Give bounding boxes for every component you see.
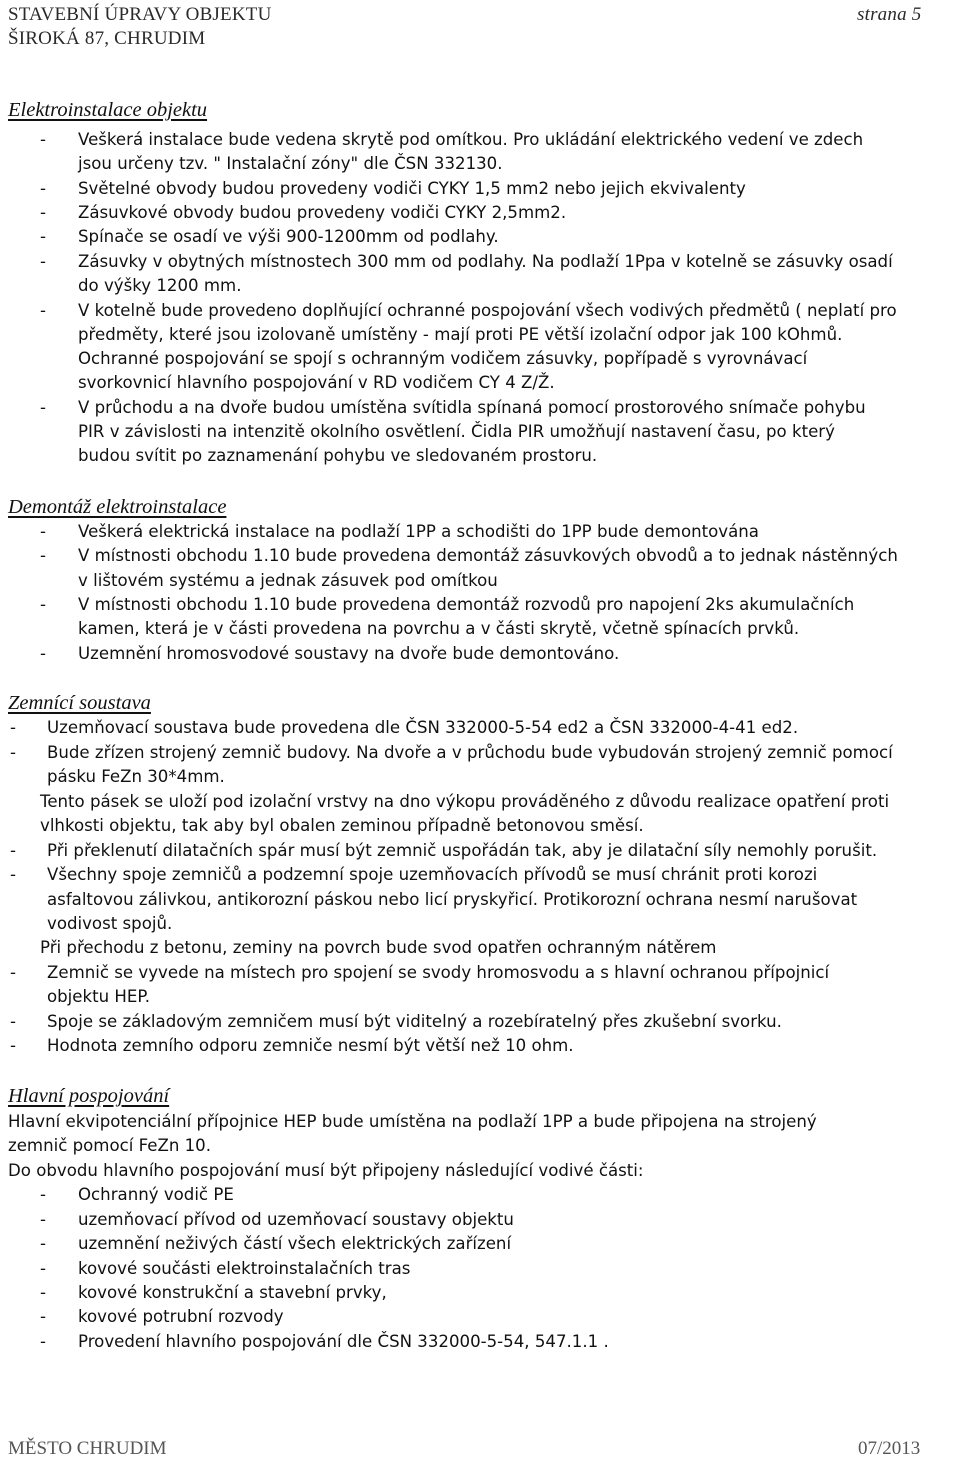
bullet-dash: -: [40, 1307, 46, 1326]
list-item: Uzemňovací soustava bude provedena dle ČSN 332000-5-54 ed2 a ČSN 332000-4-41 ed2.: [47, 718, 799, 737]
bullet-dash: -: [40, 1283, 46, 1302]
bullet-dash: -: [40, 398, 46, 417]
header-title-line1: STAVEBNÍ ÚPRAVY OBJEKTU: [8, 4, 272, 25]
bullet-dash: -: [10, 963, 16, 982]
list-item: Ochranný vodič PE: [78, 1185, 234, 1204]
list-item: kovové součásti elektroinstalačních tras: [78, 1259, 411, 1278]
paragraph-line: Při přechodu z betonu, zeminy na povrch bude svod opatřen ochranným nátěrem: [40, 938, 717, 957]
list-item: Veškerá instalace bude vedena skrytě pod omítkou. Pro ukládání elektrického vedení ve zdech: [78, 130, 864, 149]
bullet-dash: -: [40, 252, 46, 271]
bullet-dash: -: [40, 546, 46, 565]
list-item-continuation: pásku FeZn 30*4mm.: [47, 767, 225, 786]
list-item-continuation: budou svítit po zaznamenání pohybu ve sledovaném prostoru.: [78, 446, 598, 465]
header-title-line2: ŠIROKÁ 87, CHRUDIM: [8, 28, 206, 49]
list-item-continuation: jsou určeny tzv. " Instalační zóny" dle ČSN 332130.: [78, 154, 503, 173]
section-heading-elektroinstalace: Elektroinstalace objektu: [8, 99, 208, 121]
list-item: Všechny spoje zemničů a podzemní spoje uzemňovacích přívodů se musí chránit proti korozi: [47, 865, 818, 884]
paragraph-line: Hlavní ekvipotenciální přípojnice HEP bude umístěna na podlaží 1PP a bude připojena na strojený: [8, 1112, 817, 1131]
list-item: Spínače se osadí ve výši 900-1200mm od podlahy.: [78, 227, 499, 246]
section-heading-zemnici: Zemnící soustava: [8, 692, 151, 714]
list-item-continuation: do výšky 1200 mm.: [78, 276, 242, 295]
list-item: V místnosti obchodu 1.10 bude provedena demontáž zásuvkových obvodů a to jednak nástěnných: [78, 546, 898, 565]
list-item: Světelné obvody budou provedeny vodiči CYKY 1,5 mm2 nebo jejich ekvivalenty: [78, 179, 746, 198]
list-item: uzemňovací přívod od uzemňovací soustavy objektu: [78, 1210, 514, 1229]
list-item: Zásuvky v obytných místnostech 300 mm od podlahy. Na podlaží 1Ppa v kotelně se zásuvky osadí: [78, 252, 893, 271]
list-item: Hodnota zemního odporu zemniče nesmí být větší než 10 ohm.: [47, 1036, 574, 1055]
bullet-dash: -: [40, 595, 46, 614]
bullet-dash: -: [40, 227, 46, 246]
list-item-continuation: vodivost spojů.: [47, 914, 173, 933]
list-item-continuation: asfaltovou zálivkou, antikorozní páskou nebo licí pryskyřicí. Protikorozní ochrana nesmí narušovat: [47, 890, 858, 909]
list-item: Bude zřízen strojený zemnič budovy. Na dvoře a v průchodu bude vybudován strojený zemnič pomocí: [47, 743, 893, 762]
list-item: Veškerá elektrická instalace na podlaží 1PP a schodišti do 1PP bude demontována: [78, 522, 759, 541]
bullet-dash: -: [10, 1036, 16, 1055]
bullet-dash: -: [40, 1185, 46, 1204]
list-item: V místnosti obchodu 1.10 bude provedena demontáž rozvodů pro napojení 2ks akumulačních: [78, 595, 855, 614]
list-item: Uzemnění hromosvodové soustavy na dvoře bude demontováno.: [78, 644, 620, 663]
page-number: strana 5: [857, 4, 922, 25]
section-heading-demontaz: Demontáž elektroinstalace: [8, 496, 227, 518]
list-item: Zemnič se vyvede na místech pro spojení se svody hromosvodu a s hlavní ochranou přípojnicí: [47, 963, 830, 982]
bullet-dash: -: [10, 865, 16, 884]
bullet-dash: -: [40, 1234, 46, 1253]
paragraph-line: vlhkosti objektu, tak aby byl obalen zeminou případně betonovou směsí.: [40, 816, 644, 835]
list-item: V průchodu a na dvoře budou umístěna svítidla spínaná pomocí prostorového snímače pohybu: [78, 398, 866, 417]
list-item: Spoje se základovým zemničem musí být viditelný a rozebíratelný přes zkušební svorku.: [47, 1012, 782, 1031]
paragraph-line: Tento pásek se uloží pod izolační vrstvy na dno výkopu prováděného z důvodu realizace opatření proti: [40, 792, 890, 811]
list-item: uzemnění neživých částí všech elektrických zařízení: [78, 1234, 512, 1253]
list-item-continuation: kamen, která je v části provedena na povrchu a v části skrytě, včetně spínacích prvků.: [78, 619, 800, 638]
list-item: Zásuvkové obvody budou provedeny vodiči CYKY 2,5mm2.: [78, 203, 567, 222]
paragraph-line: Do obvodu hlavního pospojování musí být připojeny následující vodivé části:: [8, 1161, 644, 1180]
list-item: Provedení hlavního pospojování dle ČSN 332000-5-54, 547.1.1 .: [78, 1332, 609, 1351]
paragraph-line: zemnič pomocí FeZn 10.: [8, 1136, 212, 1155]
list-item: kovové konstrukční a stavební prvky,: [78, 1283, 387, 1302]
bullet-dash: -: [40, 644, 46, 663]
bullet-dash: -: [40, 179, 46, 198]
list-item: V kotelně bude provedeno doplňující ochranné pospojování všech vodivých předmětů ( neplatí pro: [78, 301, 897, 320]
bullet-dash: -: [40, 1259, 46, 1278]
bullet-dash: -: [40, 130, 46, 149]
list-item-continuation: svorkovnicí hlavního pospojování v RD vodičem CY 4 Z/Ž.: [78, 373, 555, 392]
list-item-continuation: předměty, které jsou izolovaně umístěny - mají proti PE větší izolační odpor jak 100 kOhmů.: [78, 325, 843, 344]
bullet-dash: -: [10, 743, 16, 762]
list-item-continuation: v lištovém systému a jednak zásuvek pod omítkou: [78, 571, 498, 590]
list-item-continuation: objektu HEP.: [47, 987, 151, 1006]
bullet-dash: -: [40, 203, 46, 222]
list-item-continuation: Ochranné pospojování se spojí s ochranným vodičem zásuvky, popřípadě s vyrovnávací: [78, 349, 808, 368]
bullet-dash: -: [40, 522, 46, 541]
bullet-dash: -: [10, 1012, 16, 1031]
list-item: Při překlenutí dilatačních spár musí být zemnič uspořádán tak, aby je dilatační síly nemohly porušit.: [47, 841, 878, 860]
list-item: kovové potrubní rozvody: [78, 1307, 284, 1326]
bullet-dash: -: [10, 718, 16, 737]
footer-left: MĚSTO CHRUDIM: [8, 1438, 167, 1459]
section-heading-pospojovani: Hlavní pospojování: [8, 1085, 170, 1107]
bullet-dash: -: [40, 1210, 46, 1229]
footer-date: 07/2013: [858, 1438, 921, 1459]
list-item-continuation: PIR v závislosti na intenzitě okolního osvětlení. Čidla PIR umožňují nastavení času, po který: [78, 422, 835, 441]
bullet-dash: -: [40, 301, 46, 320]
bullet-dash: -: [10, 841, 16, 860]
bullet-dash: -: [40, 1332, 46, 1351]
